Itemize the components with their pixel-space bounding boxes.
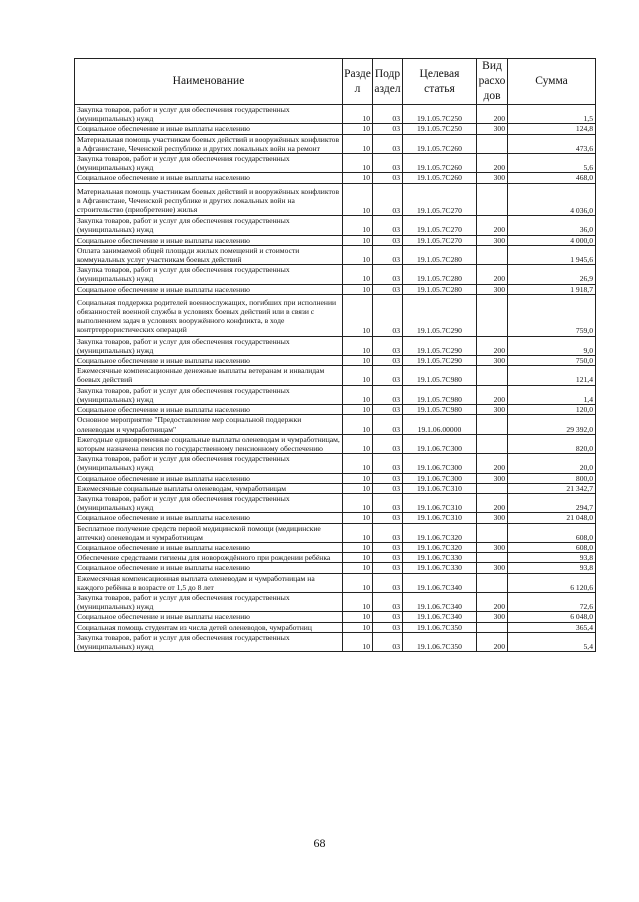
table-row [75, 235, 596, 245]
table-row [75, 366, 596, 385]
table-header-row [75, 59, 596, 105]
row-subsection-cell: 03 [373, 473, 403, 483]
row-sum-cell: 93,8 [508, 563, 596, 573]
row-section-cell: 10 [343, 573, 373, 592]
table-row [75, 513, 596, 523]
row-section-cell: 10 [343, 216, 373, 235]
row-sum-cell: 820,0 [508, 434, 596, 453]
row-name-cell: Закупка товаров, работ и услуг для обеспечения государственных (муниципальных) нужд [75, 592, 343, 611]
row-sum-cell: 36,0 [508, 216, 596, 235]
row-section-cell: 10 [343, 235, 373, 245]
row-expense-type-cell: 300 [477, 173, 508, 183]
table-row [75, 105, 596, 124]
row-subsection-cell: 03 [373, 105, 403, 124]
row-sum-cell: 121,4 [508, 366, 596, 385]
row-target-article-cell: 19.1.05.7С290 [403, 294, 477, 336]
row-target-article-cell: 19.1.05.7С270 [403, 183, 477, 216]
row-subsection-cell: 03 [373, 284, 403, 294]
row-expense-type-cell: 200 [477, 265, 508, 284]
row-expense-type-cell [477, 553, 508, 563]
table-body [75, 105, 596, 652]
row-sum-cell: 5,6 [508, 154, 596, 173]
table-row [75, 563, 596, 573]
row-subsection-cell: 03 [373, 356, 403, 366]
row-name-cell: Закупка товаров, работ и услуг для обеспечения государственных (муниципальных) нужд [75, 216, 343, 235]
row-section-cell: 10 [343, 493, 373, 512]
row-expense-type-cell: 300 [477, 612, 508, 622]
row-section-cell: 10 [343, 632, 373, 651]
row-expense-type-cell [477, 245, 508, 264]
row-expense-type-cell [477, 294, 508, 336]
row-target-article-cell: 19.1.05.7С260 [403, 173, 477, 183]
row-section-cell: 10 [343, 245, 373, 264]
row-target-article-cell: 19.1.05.7С280 [403, 265, 477, 284]
row-subsection-cell: 03 [373, 632, 403, 651]
row-sum-cell: 6 048,0 [508, 612, 596, 622]
header-target-article: Целевая статья [403, 59, 477, 105]
row-sum-cell: 1 918,7 [508, 284, 596, 294]
row-expense-type-cell: 300 [477, 513, 508, 523]
table-row [75, 183, 596, 216]
row-sum-cell: 759,0 [508, 294, 596, 336]
row-name-cell: Социальное обеспечение и иные выплаты населению [75, 124, 343, 134]
row-expense-type-cell: 200 [477, 216, 508, 235]
row-target-article-cell: 19.1.05.7С290 [403, 356, 477, 366]
table-row [75, 454, 596, 473]
row-expense-type-cell: 200 [477, 385, 508, 404]
row-sum-cell: 468,0 [508, 173, 596, 183]
page-number: 68 [313, 836, 326, 850]
row-sum-cell: 608,0 [508, 542, 596, 552]
table-row [75, 294, 596, 336]
row-subsection-cell: 03 [373, 612, 403, 622]
row-name-cell: Социальное обеспечение и иные выплаты населению [75, 563, 343, 573]
row-sum-cell: 473,6 [508, 134, 596, 153]
row-subsection-cell: 03 [373, 134, 403, 153]
row-sum-cell: 124,8 [508, 124, 596, 134]
row-section-cell: 10 [343, 294, 373, 336]
row-expense-type-cell: 200 [477, 632, 508, 651]
row-expense-type-cell [477, 523, 508, 542]
row-section-cell: 10 [343, 154, 373, 173]
table-row [75, 573, 596, 592]
row-section-cell: 10 [343, 265, 373, 284]
row-section-cell: 10 [343, 134, 373, 153]
row-expense-type-cell: 300 [477, 542, 508, 552]
table-row [75, 493, 596, 512]
table-row [75, 356, 596, 366]
row-sum-cell: 72,6 [508, 592, 596, 611]
row-name-cell: Оплата занимаемой общей площади жилых помещений и стоимости коммунальных услуг участникам боевых действий [75, 245, 343, 264]
row-name-cell: Социальная помощь студентам из числа детей оленеводов, чумработниц [75, 622, 343, 632]
table-row [75, 284, 596, 294]
table-row [75, 434, 596, 453]
row-sum-cell: 608,0 [508, 523, 596, 542]
row-section-cell: 10 [343, 415, 373, 434]
row-section-cell: 10 [343, 483, 373, 493]
table-row [75, 612, 596, 622]
row-sum-cell: 750,0 [508, 356, 596, 366]
row-subsection-cell: 03 [373, 434, 403, 453]
row-section-cell: 10 [343, 385, 373, 404]
row-subsection-cell: 03 [373, 366, 403, 385]
table-row [75, 415, 596, 434]
row-subsection-cell: 03 [373, 483, 403, 493]
row-sum-cell: 1,4 [508, 385, 596, 404]
row-sum-cell: 800,0 [508, 473, 596, 483]
row-name-cell: Ежегодные единовременные социальные выплаты оленеводам и чумработницам, которым назначена пенсия по государственному пенсионному обеспечению [75, 434, 343, 453]
table-row [75, 523, 596, 542]
row-target-article-cell: 19.1.06.7С300 [403, 473, 477, 483]
row-target-article-cell: 19.1.05.7С280 [403, 245, 477, 264]
row-target-article-cell: 19.1.05.7С290 [403, 336, 477, 355]
row-sum-cell: 20,0 [508, 454, 596, 473]
row-section-cell: 10 [343, 366, 373, 385]
row-expense-type-cell [477, 183, 508, 216]
row-target-article-cell: 19.1.06.7С320 [403, 523, 477, 542]
row-expense-type-cell: 300 [477, 356, 508, 366]
table-row [75, 542, 596, 552]
row-name-cell: Закупка товаров, работ и услуг для обеспечения государственных (муниципальных) нужд [75, 632, 343, 651]
row-subsection-cell: 03 [373, 563, 403, 573]
row-expense-type-cell: 300 [477, 235, 508, 245]
row-name-cell: Обеспечение средствами гигиены для новорождённого при рождении ребёнка [75, 553, 343, 563]
row-name-cell: Социальное обеспечение и иные выплаты населению [75, 473, 343, 483]
row-name-cell: Социальное обеспечение и иные выплаты населению [75, 356, 343, 366]
row-subsection-cell: 03 [373, 553, 403, 563]
row-name-cell: Ежемесячные социальные выплаты оленеводам, чумработницам [75, 483, 343, 493]
row-section-cell: 10 [343, 336, 373, 355]
row-section-cell: 10 [343, 183, 373, 216]
row-expense-type-cell: 200 [477, 154, 508, 173]
row-target-article-cell: 19.1.06.7С340 [403, 573, 477, 592]
row-target-article-cell: 19.1.06.7С310 [403, 483, 477, 493]
row-expense-type-cell: 200 [477, 454, 508, 473]
row-subsection-cell: 03 [373, 592, 403, 611]
row-subsection-cell: 03 [373, 154, 403, 173]
header-subsection: Подр аздел [373, 59, 403, 105]
table-row [75, 473, 596, 483]
row-name-cell: Закупка товаров, работ и услуг для обеспечения государственных (муниципальных) нужд [75, 154, 343, 173]
row-name-cell: Социальное обеспечение и иные выплаты населению [75, 235, 343, 245]
row-name-cell: Ежемесячная компенсационная выплата оленеводам и чумработницам на каждого ребёнка в возрасте от 1,5 до 8 лет [75, 573, 343, 592]
row-target-article-cell: 19.1.05.7С250 [403, 124, 477, 134]
row-expense-type-cell: 300 [477, 124, 508, 134]
row-name-cell: Основное мероприятие "Предоставление мер социальной поддержки оленеводам и чумработницам" [75, 415, 343, 434]
row-subsection-cell: 03 [373, 405, 403, 415]
row-target-article-cell: 19.1.06.00000 [403, 415, 477, 434]
row-target-article-cell: 19.1.06.7С350 [403, 622, 477, 632]
header-expense-type: Вид расхо дов [477, 59, 508, 105]
row-expense-type-cell [477, 573, 508, 592]
row-expense-type-cell: 200 [477, 592, 508, 611]
row-sum-cell: 21 048,0 [508, 513, 596, 523]
row-sum-cell: 26,9 [508, 265, 596, 284]
row-section-cell: 10 [343, 622, 373, 632]
row-target-article-cell: 19.1.05.7С980 [403, 385, 477, 404]
row-section-cell: 10 [343, 563, 373, 573]
table-row [75, 405, 596, 415]
row-name-cell: Закупка товаров, работ и услуг для обеспечения государственных (муниципальных) нужд [75, 493, 343, 512]
table-row [75, 632, 596, 651]
row-section-cell: 10 [343, 473, 373, 483]
row-subsection-cell: 03 [373, 124, 403, 134]
row-target-article-cell: 19.1.06.7С310 [403, 513, 477, 523]
row-name-cell: Закупка товаров, работ и услуг для обеспечения государственных (муниципальных) нужд [75, 336, 343, 355]
row-subsection-cell: 03 [373, 336, 403, 355]
row-target-article-cell: 19.1.05.7С260 [403, 154, 477, 173]
row-sum-cell: 93,8 [508, 553, 596, 563]
row-section-cell: 10 [343, 553, 373, 563]
table-row [75, 336, 596, 355]
row-name-cell: Материальная помощь участникам боевых действий и вооружённых конфликтов в Афганистане, Чеченской республике и других локальных войн на ремонт [75, 134, 343, 153]
row-name-cell: Социальное обеспечение и иные выплаты населению [75, 542, 343, 552]
row-subsection-cell: 03 [373, 265, 403, 284]
row-expense-type-cell: 200 [477, 336, 508, 355]
row-target-article-cell: 19.1.06.7С300 [403, 454, 477, 473]
row-section-cell: 10 [343, 523, 373, 542]
row-subsection-cell: 03 [373, 235, 403, 245]
row-target-article-cell: 19.1.05.7С260 [403, 134, 477, 153]
row-section-cell: 10 [343, 434, 373, 453]
row-section-cell: 10 [343, 105, 373, 124]
table-row [75, 216, 596, 235]
row-sum-cell: 365,4 [508, 622, 596, 632]
row-sum-cell: 9,0 [508, 336, 596, 355]
row-expense-type-cell: 300 [477, 563, 508, 573]
table-row [75, 124, 596, 134]
row-name-cell: Закупка товаров, работ и услуг для обеспечения государственных (муниципальных) нужд [75, 105, 343, 124]
row-subsection-cell: 03 [373, 454, 403, 473]
row-subsection-cell: 03 [373, 523, 403, 542]
row-target-article-cell: 19.1.05.7С270 [403, 235, 477, 245]
row-sum-cell: 6 120,6 [508, 573, 596, 592]
row-subsection-cell: 03 [373, 385, 403, 404]
row-target-article-cell: 19.1.06.7С340 [403, 612, 477, 622]
table-row [75, 134, 596, 153]
row-target-article-cell: 19.1.05.7С270 [403, 216, 477, 235]
row-name-cell: Социальное обеспечение и иные выплаты населению [75, 513, 343, 523]
row-expense-type-cell: 300 [477, 473, 508, 483]
table-row [75, 553, 596, 563]
row-sum-cell: 294,7 [508, 493, 596, 512]
row-section-cell: 10 [343, 612, 373, 622]
row-expense-type-cell [477, 415, 508, 434]
table-row [75, 592, 596, 611]
row-target-article-cell: 19.1.06.7С330 [403, 563, 477, 573]
row-section-cell: 10 [343, 454, 373, 473]
row-expense-type-cell [477, 434, 508, 453]
row-sum-cell: 4 000,0 [508, 235, 596, 245]
row-name-cell: Социальное обеспечение и иные выплаты населению [75, 173, 343, 183]
row-name-cell: Социальное обеспечение и иные выплаты населению [75, 284, 343, 294]
row-section-cell: 10 [343, 284, 373, 294]
row-subsection-cell: 03 [373, 216, 403, 235]
row-sum-cell: 4 036,0 [508, 183, 596, 216]
row-name-cell: Закупка товаров, работ и услуг для обеспечения государственных (муниципальных) нужд [75, 385, 343, 404]
row-section-cell: 10 [343, 173, 373, 183]
row-target-article-cell: 19.1.06.7С330 [403, 553, 477, 563]
row-target-article-cell: 19.1.06.7С300 [403, 434, 477, 453]
row-section-cell: 10 [343, 124, 373, 134]
header-name: Наименование [75, 59, 343, 105]
row-section-cell: 10 [343, 542, 373, 552]
budget-table [74, 58, 596, 652]
row-section-cell: 10 [343, 592, 373, 611]
row-name-cell: Социальное обеспечение и иные выплаты населению [75, 612, 343, 622]
row-sum-cell: 29 392,0 [508, 415, 596, 434]
row-expense-type-cell [477, 134, 508, 153]
table-row [75, 154, 596, 173]
row-section-cell: 10 [343, 356, 373, 366]
row-name-cell: Закупка товаров, работ и услуг для обеспечения государственных (муниципальных) нужд [75, 265, 343, 284]
row-expense-type-cell [477, 483, 508, 493]
row-target-article-cell: 19.1.06.7С310 [403, 493, 477, 512]
row-subsection-cell: 03 [373, 173, 403, 183]
row-subsection-cell: 03 [373, 245, 403, 264]
row-expense-type-cell: 300 [477, 405, 508, 415]
row-name-cell: Ежемесячные компенсационные денежные выплаты ветеранам и инвалидам боевых действий [75, 366, 343, 385]
row-subsection-cell: 03 [373, 415, 403, 434]
row-subsection-cell: 03 [373, 542, 403, 552]
row-subsection-cell: 03 [373, 493, 403, 512]
row-subsection-cell: 03 [373, 573, 403, 592]
row-name-cell: Социальное обеспечение и иные выплаты населению [75, 405, 343, 415]
table-row [75, 265, 596, 284]
row-section-cell: 10 [343, 405, 373, 415]
row-target-article-cell: 19.1.06.7С320 [403, 542, 477, 552]
row-sum-cell: 1 945,6 [508, 245, 596, 264]
row-sum-cell: 120,0 [508, 405, 596, 415]
row-subsection-cell: 03 [373, 294, 403, 336]
row-expense-type-cell [477, 622, 508, 632]
row-expense-type-cell: 200 [477, 493, 508, 512]
header-section: Разде л [343, 59, 373, 105]
row-name-cell: Бесплатное получение средств первой медицинской помощи (медицинские аптечки) оленеводам и чумработницам [75, 523, 343, 542]
row-expense-type-cell: 300 [477, 284, 508, 294]
table-row [75, 173, 596, 183]
row-expense-type-cell: 200 [477, 105, 508, 124]
row-name-cell: Социальная поддержка родителей военнослужащих, погибших при исполнении обязанностей военной службы в условиях боевых действий или в связи с выполнением задач в условиях вооружённого конфликта, в ходе контртеррористических операций [75, 294, 343, 336]
row-target-article-cell: 19.1.05.7С980 [403, 405, 477, 415]
row-name-cell: Закупка товаров, работ и услуг для обеспечения государственных (муниципальных) нужд [75, 454, 343, 473]
row-subsection-cell: 03 [373, 183, 403, 216]
table-row [75, 483, 596, 493]
row-sum-cell: 21 342,7 [508, 483, 596, 493]
row-target-article-cell: 19.1.06.7С340 [403, 592, 477, 611]
row-sum-cell: 5,4 [508, 632, 596, 651]
row-expense-type-cell [477, 366, 508, 385]
row-target-article-cell: 19.1.05.7С280 [403, 284, 477, 294]
row-target-article-cell: 19.1.05.7С980 [403, 366, 477, 385]
row-section-cell: 10 [343, 513, 373, 523]
row-subsection-cell: 03 [373, 622, 403, 632]
table-row [75, 622, 596, 632]
row-target-article-cell: 19.1.05.7С250 [403, 105, 477, 124]
row-target-article-cell: 19.1.06.7С350 [403, 632, 477, 651]
header-sum: Сумма [508, 59, 596, 105]
table-row [75, 385, 596, 404]
row-subsection-cell: 03 [373, 513, 403, 523]
table-row [75, 245, 596, 264]
row-name-cell: Материальная помощь участникам боевых действий и вооружённых конфликтов в Афганистане, Чеченской республике и других локальных войн на строительство (приобретение) жилья [75, 183, 343, 216]
row-sum-cell: 1,5 [508, 105, 596, 124]
